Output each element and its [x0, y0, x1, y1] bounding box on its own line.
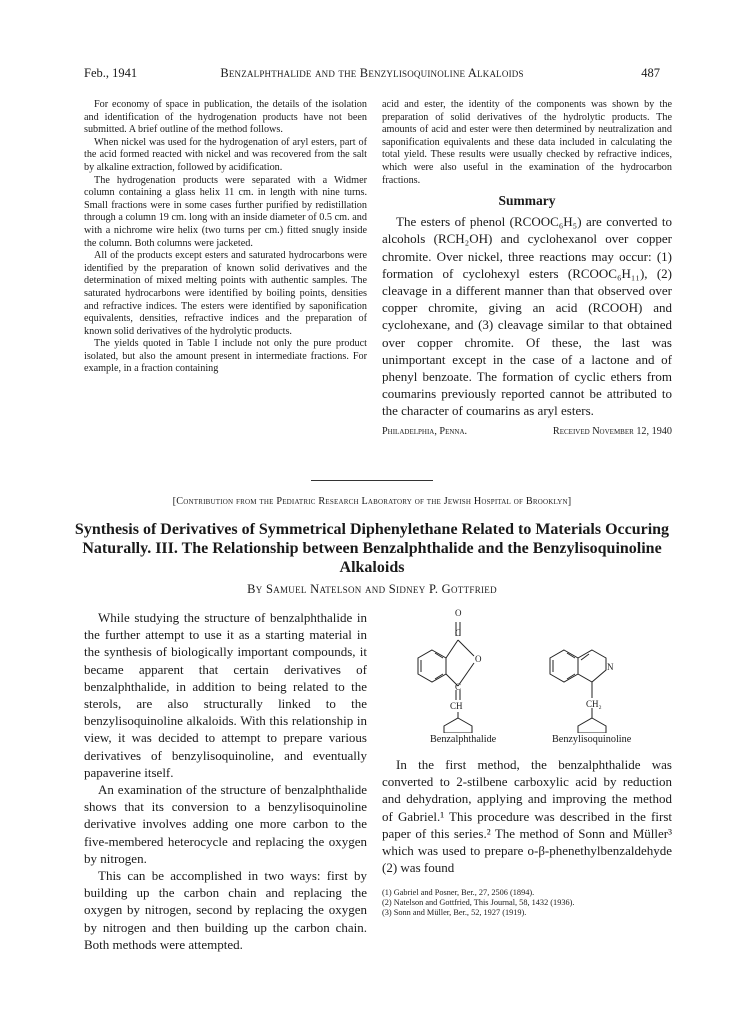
structures-drawing [382, 608, 674, 733]
paragraph: This can be accomplished in two ways: first by building up the carbon chain and replacing the oxygen by nitrogen, second by replacing the oxygen by nitrogen and then building up the carbon chain. Both methods were attempted. [84, 868, 367, 952]
paragraph: acid and ester, the identity of the components was shown by the preparation of solid derivatives of the hydrolytic products. The amounts of acid and ester were then determined by neutralization and saponification equivalents and these data included in calculating the total yield. These results were usually checked by refractive indices, which were also useful in the examination of the hydrocarbon fractions. [382, 99, 672, 186]
caption-benzalphthalide: Benzalphthalide [430, 734, 497, 745]
header-title: Benzalphthalide and the Benzylisoquinoline Alkaloids [220, 66, 524, 80]
atom-oxygen-ring: O [475, 654, 482, 664]
atom-methylene: CH₂ [586, 699, 602, 709]
atom-carbon-ring: C [455, 682, 462, 692]
atom-carbon-carbonyl: C [455, 628, 462, 638]
paragraph: An examination of the structure of benzalphthalide shows that its conversion to a benzylisoquinoline derivative involves adding one more carbon to the five-membered heterocycle and replacing the oxygen by nitrogen. [84, 782, 367, 866]
atom-methine: CH [450, 701, 463, 711]
atom-nitrogen: N [607, 662, 614, 672]
footnote: (3) Sonn and Müller, Ber., 52, 1927 (1919). [382, 908, 527, 918]
article-separator [311, 480, 433, 481]
summary-heading: Summary [498, 193, 556, 209]
signature-received: Received November 12, 1940 [552, 425, 672, 437]
contribution-line: [Contribution from the Pediatric Research Laboratory of the Jewish Hospital of Brooklyn] [172, 496, 572, 507]
footnote: (2) Natelson and Gottfried, This Journal, 58, 1432 (1936). [382, 898, 575, 908]
previous-article-right-column [382, 99, 672, 437]
previous-article-left-column [84, 99, 367, 376]
caption-benzylisoquinoline: Benzylisoquinoline [552, 734, 632, 745]
atom-oxygen-carbonyl: O [455, 608, 462, 618]
paragraph: The hydrogenation products were separated with a Widmer column containing a glass helix 11 cm. in length with nine turns. Small fractions were in some cases further purified by redistillation through a column 19 cm. long with an inside diameter of 0.5 cm. and with a nichrome wire helix (two turns per cm.) fitted snugly inside the column. Both columns were jacketed. [84, 174, 367, 249]
signature-place: Philadelphia, Penna. [382, 425, 468, 437]
header-date: Feb., 1941 [84, 66, 138, 80]
paragraph: When nickel was used for the hydrogenation of aryl esters, part of the acid formed reacted with nickel and was recovered from the salt by alkaline extraction, followed by acidification. [84, 136, 367, 173]
paragraph: In the first method, the benzalphthalide was converted to 2-stilbene carboxylic acid by reduction and dehydration, applying and improving the method of Gabriel.¹ This procedure was described in the first paper of this series.² The method of Sonn and Müller³ which was used to prepare o-β-phenethylbenzaldehyde (2) was found [382, 757, 672, 876]
summary-paragraph: The esters of phenol (RCOOC₆H₅) are converted to alcohols (RCH₂OH) and cyclohexanol over copper chromite. Over nickel, three reactions may occur: (1) formation of cyclohexyl esters (RCOOC₆H₁₁), (2) cleavage in a different manner than that observed over copper chromite, giving an acid (RCOOH) and cyclohexane, and (3) cleavage similar to that obtained over copper chromite. Of these, the last was unimportant except in the case of a lactone and of phenyl benzoate. The formation of cyclic ethers from coumarins previously reported cannot be attributed to the character of coumarins as aryl esters. [382, 214, 672, 419]
article-right-column [382, 756, 672, 876]
article-title: Synthesis of Derivatives of Symmetrical Diphenylethane Related to Materials Occuring Naturally. III. The Relationship between Benzalphthalide and the Benzylisoquinoline Alkaloids [74, 521, 670, 576]
footnote: (1) Gabriel and Posner, Ber., 27, 2506 (1894). [382, 888, 535, 897]
structures-figure [382, 608, 674, 753]
running-header [84, 66, 660, 84]
page-number: 487 [641, 66, 660, 80]
signature [382, 426, 672, 437]
paragraph: All of the products except esters and saturated hydrocarbons were identified by the preparation of known solid derivatives and the determination of mixed melting points with authentic samples. The saturated hydrocarbons were identified by boiling points, densities and refractive indices. The esters were identified by saponification equivalents, densities, refractive indices and the preparation of known solid derivatives of the hydrolytic products. [84, 250, 367, 337]
footnotes [382, 888, 672, 919]
paragraph: For economy of space in publication, the details of the isolation and identification of the hydrogenation products have not been submitted. A brief outline of the method follows. [84, 99, 367, 136]
paragraph: While studying the structure of benzalphthalide in the further attempt to use it as a starting material in the synthesis of biologically important compounds, it became apparent that certain derivatives of benzalphthalide, in addition to being related to the sterols, are also structurally linked to the benzylisoquinoline alkaloids. With this relationship in view, it was decided to attempt to prepare various derivatives of benzylisoquinoline, and eventually papaverine itself. [84, 610, 367, 780]
paragraph: The yields quoted in Table I include not only the pure product isolated, but also the amount present in intermediate fractions. For example, in a fraction containing [84, 338, 367, 375]
article-left-column [84, 609, 367, 953]
article-authors: By Samuel Natelson and Sidney P. Gottfried [247, 582, 497, 596]
